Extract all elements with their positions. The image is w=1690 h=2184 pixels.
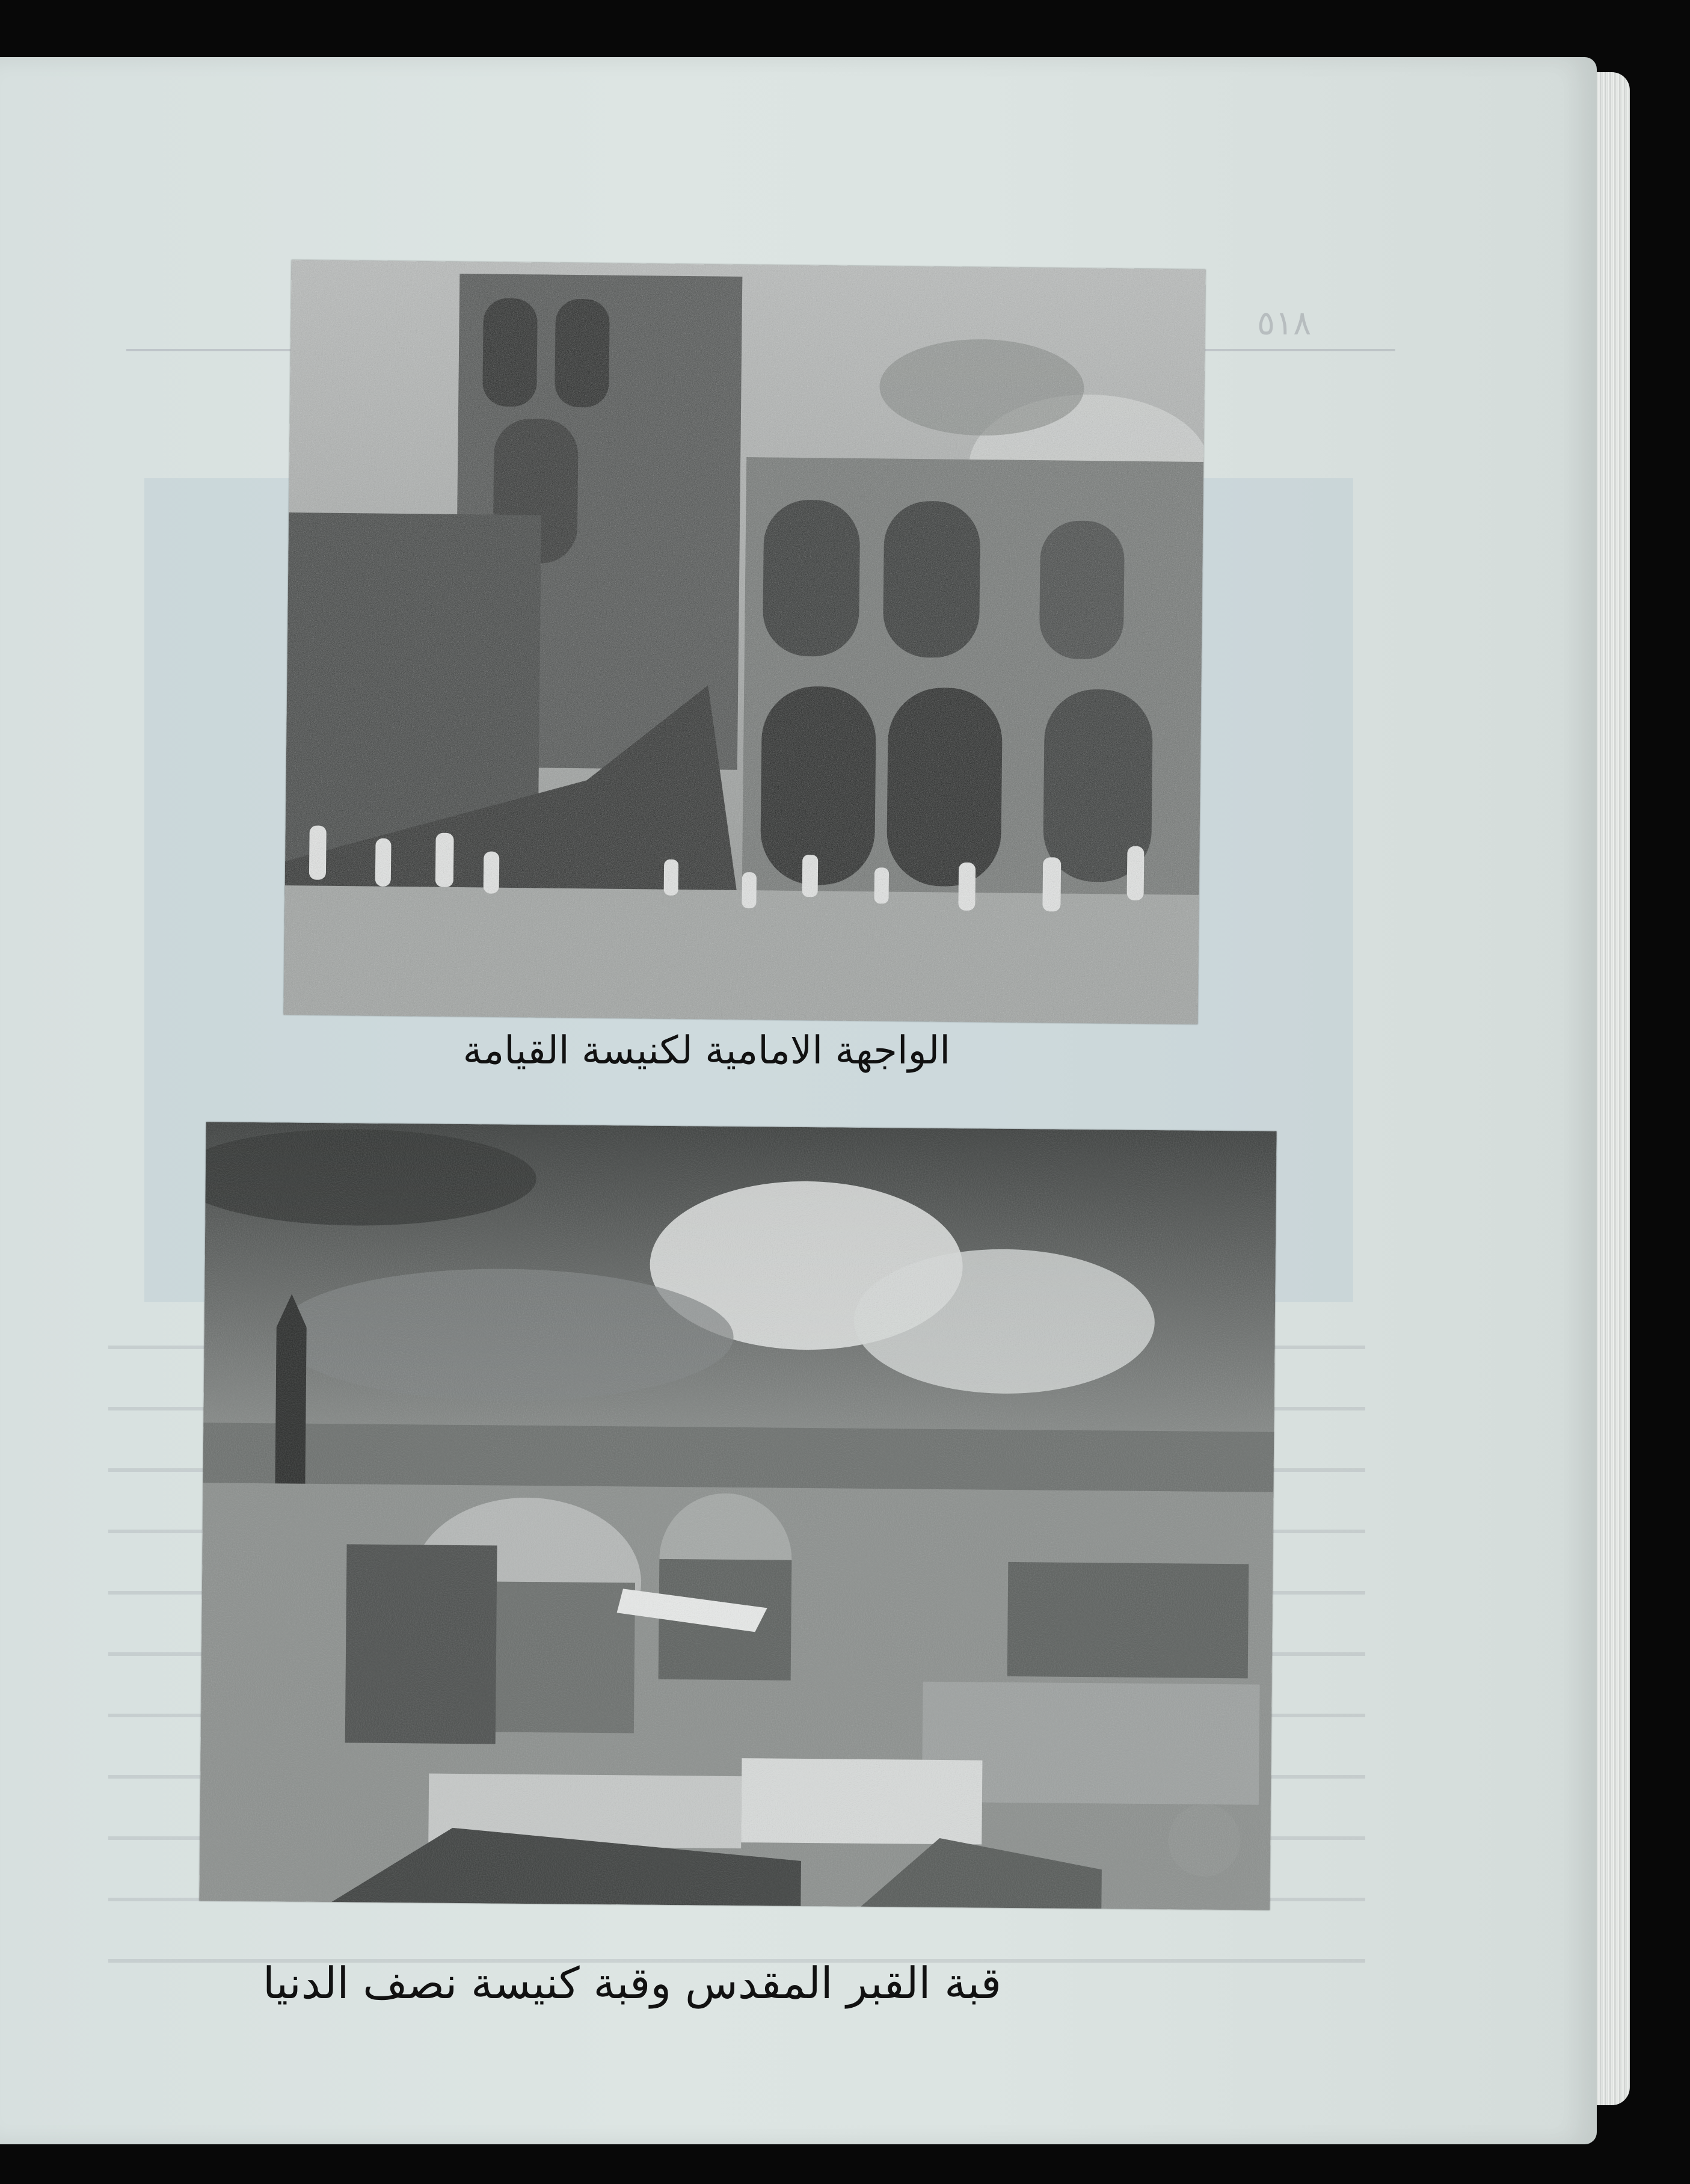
figure-2-caption: قبة القبر المقدس وقبة كنيسة نصف الدنيا — [262, 1958, 1001, 2008]
ghost-page-number: ٥١٨ — [1257, 304, 1312, 343]
figure-1-caption: الواجهة الامامية لكنيسة القيامة — [462, 1029, 950, 1073]
domes-city-photograph — [199, 1122, 1276, 1910]
church-facade-engraving — [283, 260, 1205, 1024]
